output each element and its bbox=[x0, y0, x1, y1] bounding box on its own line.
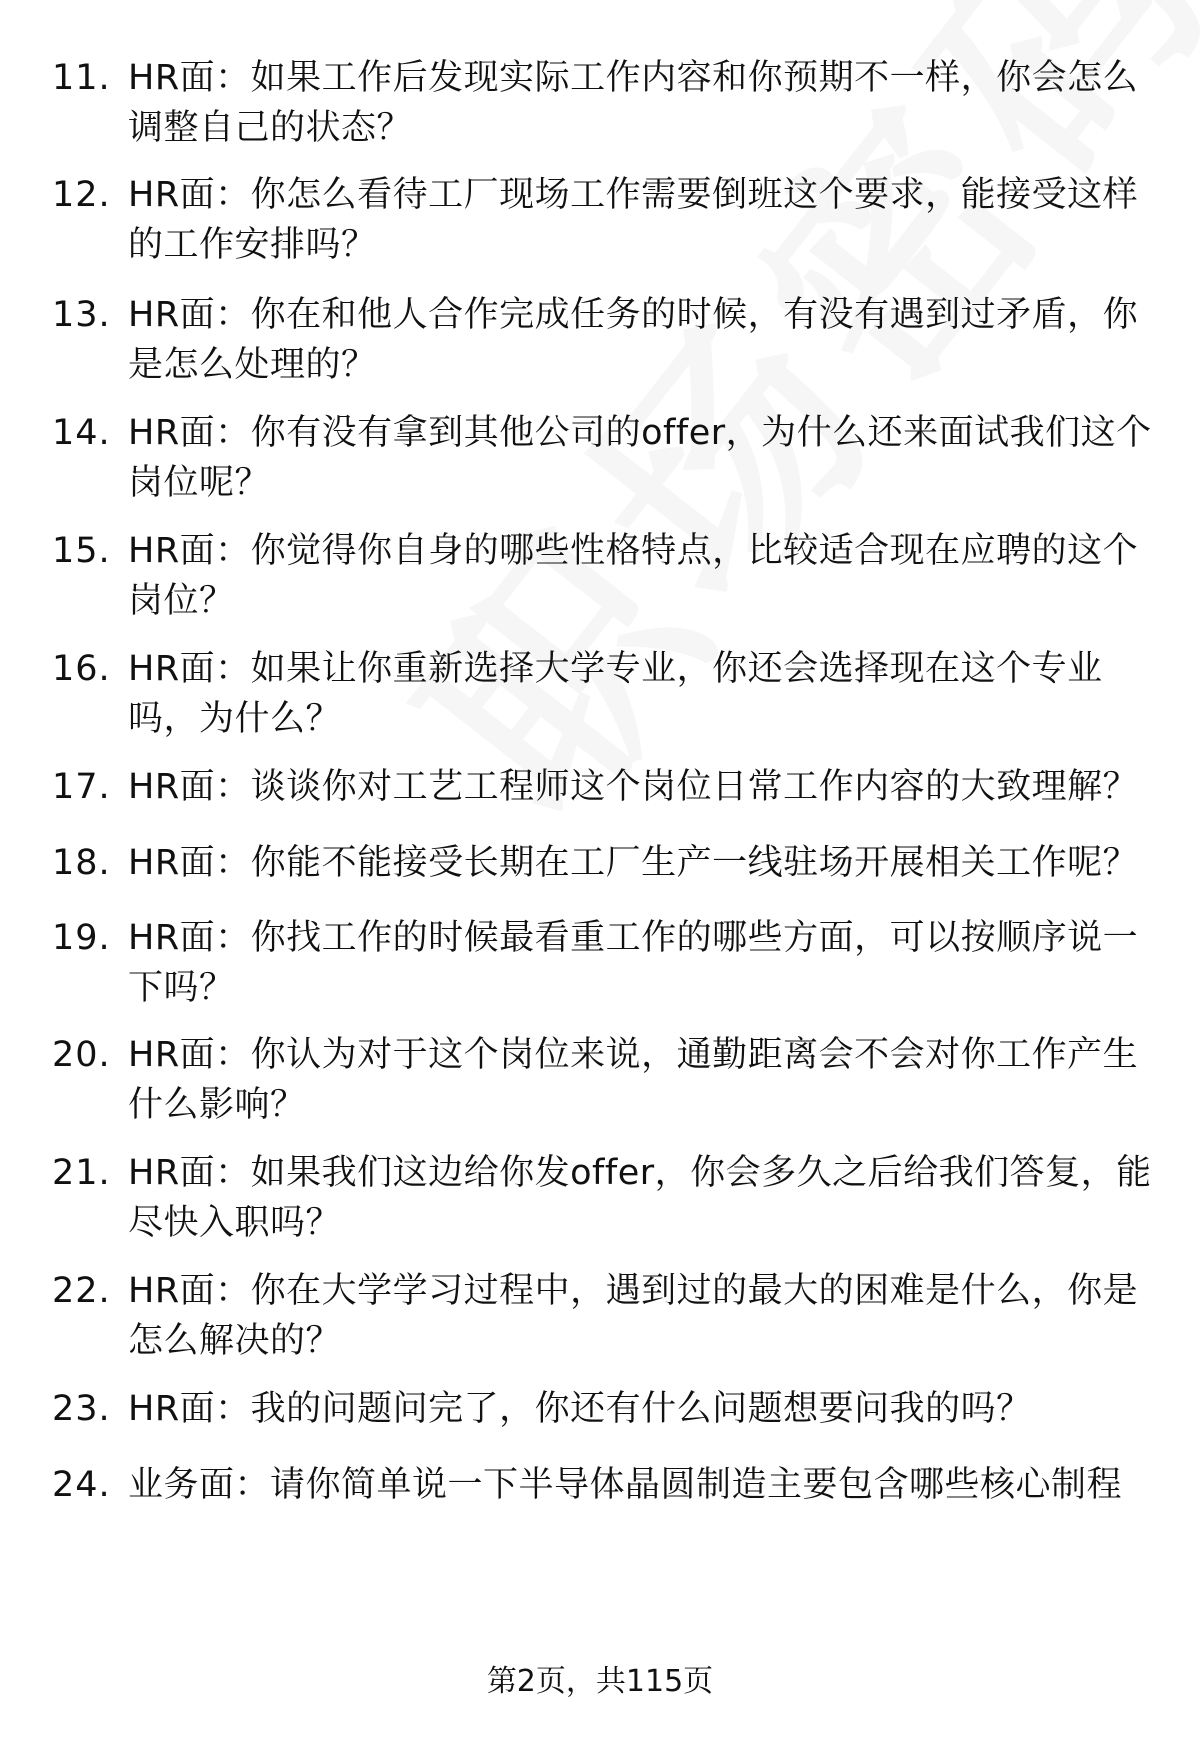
question-number: 13. bbox=[52, 295, 111, 335]
question-text: HR面：如果让你重新选择大学专业，你还会选择现在这个专业吗，为什么？ bbox=[128, 649, 1103, 739]
question-text: HR面：如果工作后发现实际工作内容和你预期不一样，你会怎么调整自己的状态？ bbox=[128, 58, 1139, 148]
question-text: HR面：你认为对于这个岗位来说，通勤距离会不会对你工作产生什么影响？ bbox=[128, 1035, 1139, 1125]
question-text: HR面：你有没有拿到其他公司的offer，为什么还来面试我们这个岗位呢？ bbox=[128, 413, 1152, 503]
question-text: HR面：如果我们这边给你发offer，你会多久之后给我们答复，能尽快入职吗？ bbox=[128, 1153, 1152, 1243]
question-number: 20. bbox=[52, 1035, 111, 1075]
question-number: 17. bbox=[52, 767, 111, 807]
question-text: HR面：你在大学学习过程中，遇到过的最大的困难是什么，你是怎么解决的？ bbox=[128, 1271, 1139, 1361]
question-number: 23. bbox=[52, 1389, 111, 1429]
question-number: 18. bbox=[52, 843, 111, 883]
question-text: HR面：你怎么看待工厂现场工作需要倒班这个要求，能接受这样的工作安排吗？ bbox=[128, 175, 1139, 265]
question-text: HR面：你能不能接受长期在工厂生产一线驻场开展相关工作呢？ bbox=[128, 843, 1139, 883]
question-number: 21. bbox=[52, 1153, 111, 1193]
question-number: 19. bbox=[52, 918, 111, 958]
question-number: 14. bbox=[52, 413, 111, 453]
question-number: 15. bbox=[52, 531, 111, 571]
question-number: 16. bbox=[52, 649, 111, 689]
question-text: HR面：我的问题问完了，你还有什么问题想要问我的吗？ bbox=[128, 1389, 1032, 1429]
question-number: 22. bbox=[52, 1271, 111, 1311]
question-text: HR面：谈谈你对工艺工程师这个岗位日常工作内容的大致理解？ bbox=[128, 767, 1139, 807]
question-text: HR面：你觉得你自身的哪些性格特点，比较适合现在应聘的这个岗位？ bbox=[128, 531, 1139, 621]
question-text: 业务面：请你简单说一下半导体晶圆制造主要包含哪些核心制程 bbox=[128, 1465, 1123, 1505]
question-text: HR面：你在和他人合作完成任务的时候，有没有遇到过矛盾，你是怎么处理的？ bbox=[128, 295, 1139, 385]
question-number: 12. bbox=[52, 175, 111, 215]
question-text: HR面：你找工作的时候最看重工作的哪些方面，可以按顺序说一下吗？ bbox=[128, 918, 1139, 1008]
question-number: 11. bbox=[52, 58, 111, 98]
question-number: 24. bbox=[52, 1465, 111, 1505]
page-footer: 第2页，共115页 bbox=[486, 1664, 714, 1699]
